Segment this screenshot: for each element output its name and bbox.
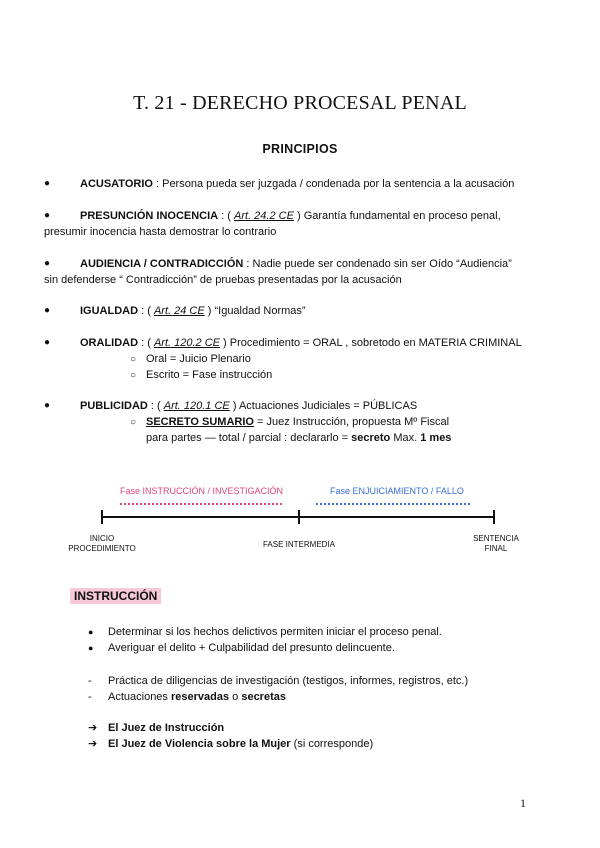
article-reference: Art. 120.2 CE	[153, 337, 220, 349]
circle-bullet-icon: ○	[130, 417, 137, 428]
bullet-icon: ●	[44, 305, 51, 316]
principle-text: ) “Igualdad Normas”	[204, 305, 306, 317]
list-item-bold: reservadas	[170, 691, 230, 703]
principle-text: : Nadie puede ser condenado sin ser Oído “Audiencia”	[243, 258, 512, 270]
principle-text: : (	[218, 210, 235, 222]
timeline-label-line: FINAL	[484, 544, 508, 553]
arrow-right-icon: ➔	[88, 722, 98, 734]
list-item	[88, 624, 442, 640]
bullet-icon: ●	[88, 643, 94, 653]
timeline-label-mid: FASE INTERMEDIA	[262, 540, 335, 549]
article-reference: Art. 24 CE	[153, 305, 205, 317]
section-heading-principios: PRINCIPIOS	[262, 142, 338, 156]
principle-continuation: sin defenderse “ Contradicción” de pruebas presentadas por la acusación	[44, 274, 402, 286]
bullet-icon: ●	[88, 627, 94, 637]
principle-term: AUDIENCIA / CONTRADICCIÓN	[80, 258, 244, 270]
principle-term: PRESUNCIÓN INOCENCIA	[80, 210, 219, 222]
timeline-label-start	[56, 534, 148, 554]
list-item	[88, 689, 286, 705]
list-item-bold: El Juez de Violencia sobre la Mujer	[108, 738, 291, 750]
list-item-text: Determinar si los hechos delictivos permiten iniciar el proceso penal.	[108, 626, 442, 638]
bullet-icon: ●	[44, 210, 51, 221]
bullet-icon: ●	[44, 400, 51, 411]
list-item-text: (si corresponde)	[290, 738, 374, 750]
timeline-label-end	[456, 534, 536, 554]
secreto-text: para partes — total / parcial : declararlo =	[146, 432, 352, 444]
sub-item-text: Oral = Juicio Plenario	[146, 353, 251, 365]
timeline-label-line: INICIO	[89, 534, 115, 543]
principle-text: : (	[138, 305, 154, 317]
principle-term: ACUSATORIO	[80, 178, 153, 190]
principle-text: ) Actuaciones Judiciales = PÚBLICAS	[229, 400, 418, 412]
principle-text: : (	[138, 337, 154, 349]
section-heading-instruccion: INSTRUCCIÓN	[70, 588, 161, 604]
arrow-right-icon: ➔	[88, 738, 98, 750]
page-title: T. 21 - DERECHO PROCESAL PENAL	[133, 92, 467, 114]
bullet-icon: ●	[44, 258, 51, 269]
circle-bullet-icon: ○	[130, 370, 137, 381]
list-item	[88, 720, 224, 736]
article-reference: Art. 24.2 CE	[234, 210, 294, 222]
bullet-icon: ●	[44, 337, 51, 348]
circle-bullet-icon: ○	[130, 354, 137, 365]
list-item-text: Averiguar el delito + Culpabilidad del presunto delincuente.	[108, 642, 395, 654]
secreto-bold: secreto	[351, 432, 391, 444]
sub-item-text: Escrito = Fase instrucción	[146, 369, 273, 381]
timeline-label-line: SENTENCIA	[473, 534, 519, 543]
page-number: 1	[520, 796, 526, 810]
list-item-text: Práctica de diligencias de investigación (testigos, informes, registros, etc.)	[108, 675, 469, 687]
principle-term: ORALIDAD	[80, 337, 139, 349]
secreto-text: Max.	[390, 432, 421, 444]
principle-text: ) Garantía fundamental en proceso penal,	[293, 210, 501, 222]
principle-term: IGUALDAD	[80, 305, 139, 317]
list-item	[88, 640, 395, 656]
timeline-phase-instruccion: Fase INSTRUCCIÓN / INVESTIGACIÓN	[120, 486, 284, 496]
list-item-bold: El Juez de Instrucción	[108, 722, 225, 734]
bullet-icon: ●	[44, 178, 51, 189]
list-item-text: Actuaciones	[108, 691, 171, 703]
principle-text: : Persona pueda ser juzgada / condenada por la sentencia a la acusación	[152, 178, 515, 190]
principle-text: ) Procedimiento = ORAL , sobretodo en MATERIA CRIMINAL	[220, 337, 522, 349]
dash-icon: -	[88, 691, 92, 703]
secreto-max: 1 mes	[420, 432, 452, 444]
list-item	[88, 673, 468, 689]
secreto-term: SECRETO SUMARIO	[146, 416, 254, 428]
list-item	[88, 736, 373, 752]
principle-continuation: presumir inocencia hasta demostrar lo contrario	[44, 226, 277, 238]
dash-icon: -	[88, 675, 92, 687]
principle-term: PUBLICIDAD	[80, 400, 148, 412]
principle-text: : (	[147, 400, 164, 412]
timeline-phase-enjuiciamiento: Fase ENJUICIAMIENTO / FALLO	[330, 486, 464, 496]
secreto-text: = Juez Instrucción, propuesta Mº Fiscal	[253, 416, 450, 428]
article-reference: Art. 120.1 CE	[163, 400, 230, 412]
list-item-text: o	[229, 691, 242, 703]
list-item-bold: secretas	[241, 691, 286, 703]
timeline-label-line: PROCEDIMIENTO	[68, 544, 136, 553]
